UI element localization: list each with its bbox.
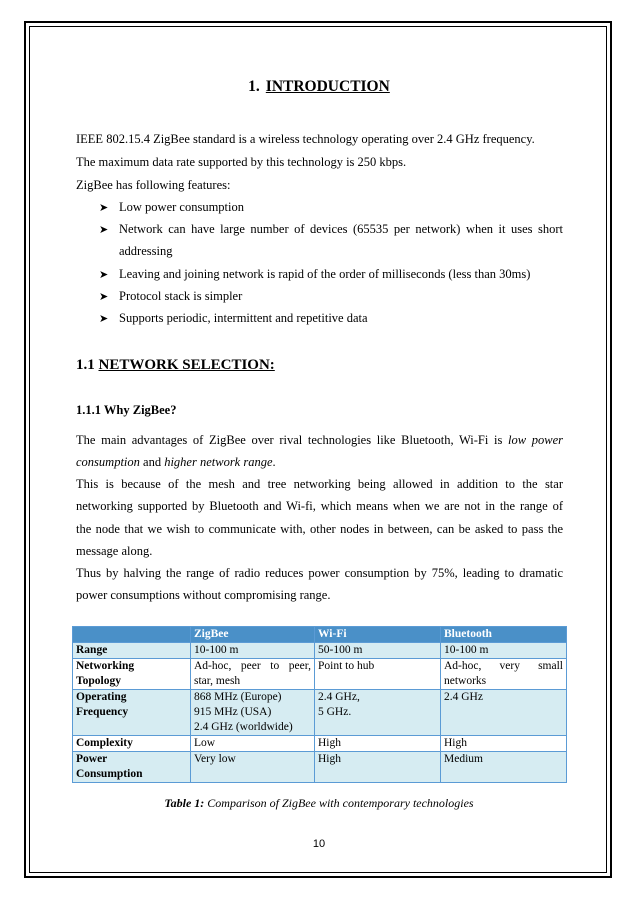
table-cell: 2.4 GHz — [441, 690, 567, 736]
table-cell: 50-100 m — [315, 643, 441, 659]
row-label-line: Operating — [76, 691, 127, 703]
cell-line: networks — [444, 675, 487, 687]
body-line: This is because of the mesh and tree networking being allowed in addition to the star — [76, 477, 563, 491]
table-header-cell — [73, 627, 191, 643]
feature-text: Supports periodic, intermittent and repetitive data — [119, 311, 368, 325]
feature-text: Protocol stack is simpler — [119, 289, 243, 303]
body-line — [76, 433, 563, 448]
table-row — [73, 752, 567, 783]
body-line: Thus by halving the range of radio reduces power consumption by 75%, leading to dramatic — [76, 566, 563, 580]
table-row — [73, 690, 567, 736]
table-cell — [191, 690, 315, 736]
arrow-bullet-icon: ➤ — [99, 269, 109, 281]
table-header-cell: ZigBee — [191, 627, 315, 643]
arrow-bullet-icon: ➤ — [99, 202, 109, 214]
table-cell: 10-100 m — [441, 643, 567, 659]
body-emphasis: consumption — [76, 455, 140, 469]
feature-text: Low power consumption — [119, 200, 244, 214]
caption-label: Table 1: — [164, 796, 205, 810]
table-cell: Low — [191, 736, 315, 752]
intro-line-2: The maximum data rate supported by this technology is 250 kbps. — [76, 155, 407, 169]
body-text: The main advantages of ZigBee over rival technologies like Bluetooth, Wi-Fi is — [76, 433, 503, 447]
table-cell — [315, 690, 441, 736]
section-heading — [76, 357, 275, 374]
body-line: message along. — [76, 544, 153, 558]
feature-text: Network can have large number of devices (65535 per network) when it uses short — [119, 222, 563, 236]
feature-text: Leaving and joining network is rapid of the order of milliseconds (less than 30ms) — [119, 267, 531, 281]
cell-line: 5 GHz. — [318, 706, 352, 718]
feature-item — [99, 267, 531, 282]
comparison-table — [72, 626, 567, 783]
page-number: 10 — [312, 838, 326, 850]
feature-item — [99, 200, 244, 215]
subsection-heading: 1.1.1 Why ZigBee? — [76, 403, 177, 417]
row-label-line: Topology — [76, 675, 121, 687]
cell-line: Ad-hoc, peer to peer, — [194, 660, 311, 672]
body-line: power consumptions without compromising range. — [76, 588, 331, 602]
row-label-line: Consumption — [76, 768, 143, 780]
body-text: and — [143, 455, 162, 469]
feature-item — [99, 289, 243, 304]
cell-line: Ad-hoc, very small — [444, 660, 563, 672]
row-label-line: Networking — [76, 660, 135, 672]
body-line — [76, 455, 276, 470]
body-text: . — [272, 455, 276, 469]
cell-line: star, mesh — [194, 675, 241, 687]
table-cell: Very low — [191, 752, 315, 783]
title-number: 1. — [248, 78, 260, 95]
feature-item — [99, 311, 368, 326]
table-caption — [0, 796, 638, 811]
arrow-bullet-icon: ➤ — [99, 313, 109, 325]
row-label — [73, 690, 191, 736]
body-line: the node that we wish to communicate with, other nodes in between, can be asked to pass the — [76, 522, 563, 536]
section-title: NETWORK SELECTION: — [98, 357, 275, 373]
table-row — [73, 736, 567, 752]
row-label — [73, 659, 191, 690]
intro-line-1: IEEE 802.15.4 ZigBee standard is a wireless technology operating over 2.4 GHz frequency. — [76, 132, 535, 146]
cell-line: 915 MHz (USA) — [194, 706, 272, 718]
arrow-bullet-icon: ➤ — [99, 291, 109, 303]
title-text: INTRODUCTION — [265, 78, 390, 95]
table-row — [73, 659, 567, 690]
arrow-bullet-icon: ➤ — [99, 224, 109, 236]
table-header-row — [73, 627, 567, 643]
table-cell: High — [441, 736, 567, 752]
row-label: Range — [73, 643, 191, 659]
table-cell — [191, 659, 315, 690]
row-label: Complexity — [73, 736, 191, 752]
table-cell: Point to hub — [315, 659, 441, 690]
body-emphasis: low power — [508, 433, 564, 447]
feature-item — [99, 222, 119, 237]
body-line: networking supported by Bluetooth and Wi-fi, which means when we are not in the range of — [76, 499, 563, 513]
table-header-cell: Bluetooth — [441, 627, 567, 643]
row-label-line: Frequency — [76, 706, 129, 718]
cell-line: 2.4 GHz, — [318, 691, 360, 703]
table-cell — [441, 659, 567, 690]
row-label — [73, 752, 191, 783]
section-number: 1.1 — [76, 357, 95, 373]
row-label-line: Power — [76, 753, 108, 765]
cell-line: 868 MHz (Europe) — [194, 691, 282, 703]
table-row — [73, 643, 567, 659]
intro-line-3: ZigBee has following features: — [76, 178, 231, 192]
table-header-cell: Wi-Fi — [315, 627, 441, 643]
body-emphasis: higher network range — [164, 455, 273, 469]
caption-text: Comparison of ZigBee with contemporary technologies — [207, 796, 474, 810]
page-title — [0, 78, 638, 96]
table-cell: High — [315, 736, 441, 752]
table-cell: Medium — [441, 752, 567, 783]
table-cell: 10-100 m — [191, 643, 315, 659]
table-cell: High — [315, 752, 441, 783]
cell-line: 2.4 GHz (worldwide) — [194, 721, 293, 733]
feature-text-cont: addressing — [119, 244, 173, 258]
